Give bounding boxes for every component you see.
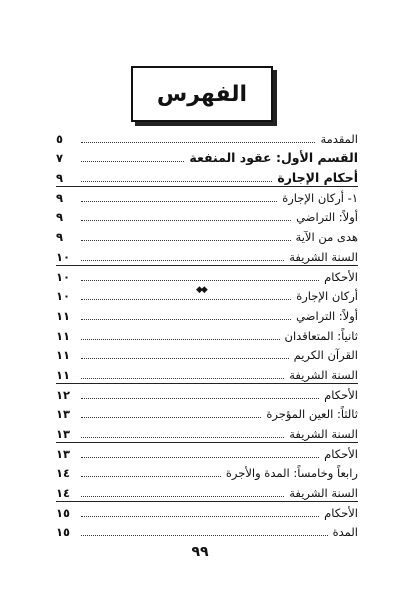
toc-leader-dots <box>81 456 319 458</box>
toc-entry <box>56 362 358 382</box>
table-of-contents <box>56 126 358 539</box>
toc-entry-label: الأحكام <box>324 505 358 520</box>
toc-leader-dots <box>81 298 291 300</box>
toc-entry-label: ثانياً: المتعاقدان <box>284 328 358 343</box>
toc-entry-label: أحكام الإجارة <box>277 170 358 186</box>
toc-entry-label: السنة الشريفة <box>289 427 358 441</box>
toc-entry <box>56 244 358 264</box>
toc-entry-label: ١- أركان الإجارة <box>282 190 358 205</box>
toc-entry <box>56 126 358 146</box>
toc-entry-page: ١٠ <box>56 269 71 284</box>
toc-entry <box>56 480 358 500</box>
toc-entry <box>56 402 358 422</box>
toc-entry <box>56 323 358 343</box>
toc-entry <box>56 520 358 540</box>
toc-entry-page: ١١ <box>56 348 71 363</box>
toc-entry <box>56 303 358 323</box>
toc-leader-dots <box>81 200 277 202</box>
toc-leader-dots <box>81 534 328 536</box>
toc-entry <box>56 146 358 166</box>
toc-entry <box>56 500 358 520</box>
index-title-box <box>131 66 273 122</box>
toc-entry-page: ١٣ <box>56 407 71 422</box>
toc-entry-page: ٥ <box>56 131 64 146</box>
toc-entry-page: ١٤ <box>56 486 71 501</box>
toc-entry-page: ١٤ <box>56 466 71 481</box>
toc-entry-page: ١٠ <box>56 289 71 304</box>
toc-entry-label: هدى من الآية <box>295 230 358 245</box>
toc-entry <box>56 165 358 185</box>
toc-entry-page: ١٠ <box>56 249 71 264</box>
toc-entry-page: ٧ <box>56 151 64 166</box>
toc-leader-dots <box>81 180 272 182</box>
ornament-icon: ◆◆ <box>196 285 206 295</box>
toc-leader-dots <box>81 239 291 241</box>
toc-entry <box>56 264 358 284</box>
toc-entry-label: السنة الشريفة <box>289 249 358 264</box>
toc-leader-dots <box>81 475 221 477</box>
toc-entry <box>56 224 358 244</box>
toc-entry-page: ٩ <box>56 171 64 186</box>
toc-entry <box>56 421 358 441</box>
toc-entry-page: ١٣ <box>56 427 71 441</box>
toc-entry-label: السنة الشريفة <box>289 367 358 382</box>
toc-entry <box>56 441 358 461</box>
index-title: الفهرس <box>156 81 248 107</box>
toc-entry-label: أولاً: التراضي <box>296 308 358 323</box>
toc-entry <box>56 382 358 402</box>
toc-entry-page: ٩ <box>56 210 64 225</box>
toc-leader-dots <box>81 416 261 418</box>
toc-leader-dots <box>81 279 319 281</box>
toc-entry-label: المدة <box>332 525 358 540</box>
toc-entry <box>56 205 358 225</box>
toc-entry-label: الأحكام <box>324 269 358 284</box>
toc-leader-dots <box>81 397 319 399</box>
toc-leader-dots <box>81 436 284 438</box>
toc-entry-page: ١٣ <box>56 446 71 461</box>
toc-entry-page: ٩ <box>56 190 64 205</box>
toc-leader-dots <box>81 357 289 359</box>
toc-entry-label: أولاً: التراضي <box>296 210 358 225</box>
toc-entry-label: السنة الشريفة <box>289 486 358 501</box>
toc-entry-page: ١١ <box>56 308 71 323</box>
toc-entry <box>56 284 358 304</box>
toc-leader-dots <box>81 160 184 162</box>
toc-entry-label: ثالثاً: العين المؤجرة <box>266 407 358 422</box>
toc-leader-dots <box>81 495 284 497</box>
toc-entry-label: القسم الأول: عقود المنفعة <box>189 150 358 166</box>
toc-leader-dots <box>81 259 284 261</box>
toc-leader-dots <box>81 219 291 221</box>
toc-leader-dots <box>81 377 284 379</box>
toc-entry <box>56 185 358 205</box>
toc-leader-dots <box>81 338 280 340</box>
toc-entry-label: القرآن الكريم <box>293 348 358 363</box>
toc-entry-page: ١١ <box>56 367 71 382</box>
toc-leader-dots <box>81 515 319 517</box>
toc-entry <box>56 461 358 481</box>
toc-entry-label: الأحكام <box>324 387 358 402</box>
toc-entry-page: ٩ <box>56 230 64 245</box>
toc-entry-page: ١٥ <box>56 505 71 520</box>
toc-entry-page: ١٢ <box>56 387 71 402</box>
toc-entry-label: أركان الإجارة <box>296 289 358 304</box>
toc-entry-label: الأحكام <box>324 446 358 461</box>
toc-leader-dots <box>81 318 291 320</box>
toc-entry-page: ١١ <box>56 328 71 343</box>
toc-leader-dots <box>81 141 315 143</box>
toc-entry-label: المقدمة <box>320 131 358 146</box>
page-number: ٩٩ <box>191 544 209 560</box>
toc-entry-page: ١٥ <box>56 525 71 540</box>
toc-entry <box>56 343 358 363</box>
toc-entry-label: رابعاً وخامساً: المدة والأجرة <box>225 466 358 481</box>
